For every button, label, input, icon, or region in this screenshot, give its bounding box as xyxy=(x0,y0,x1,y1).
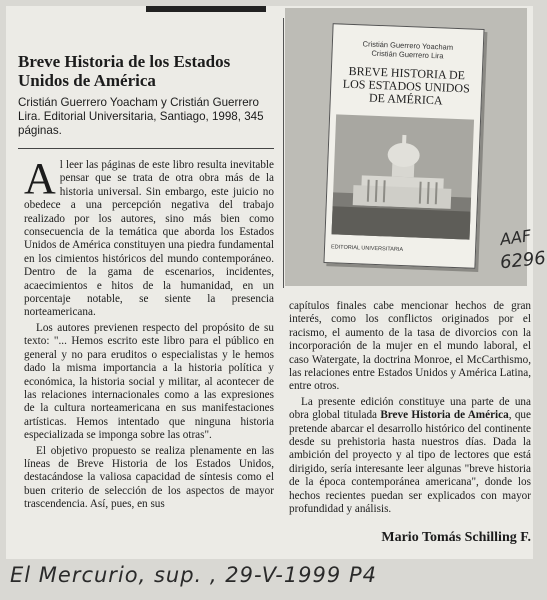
author-signature: Mario Tomás Schilling F. xyxy=(381,530,531,545)
handwritten-archive-code: AAF xyxy=(498,225,533,250)
book-citation: Cristián Guerrero Yoacham y Cristián Guerrero Lira. Editorial Universitaria, Santiago, 1998, 345 páginas. xyxy=(18,96,264,137)
handwritten-archive-number: 6296 xyxy=(499,247,547,274)
article-left-column xyxy=(24,154,274,514)
book-cover-publisher: EDITORIAL UNIVERSITARIA xyxy=(330,244,404,254)
book-cover-image xyxy=(323,23,484,269)
column-divider xyxy=(283,18,284,288)
article-paragraph: capítulos finales cabe mencionar hechos de gran interés, como los conflictos originados por el racismo, el aumento de la tasa de divorcios con la incorporación de la mujer en el mundo laboral, el caso Watergate, la doctrina Monroe, el McCarthismo, las relaciones entre Estados Unidos y América Latina, entre otros. xyxy=(289,300,531,393)
article-paragraph: Al leer las páginas de este libro resulta inevitable pensar que se trata de otra obra más de la historia universal. Sin embargo, este juicio no obedece a una percepción negativa del trabajo realizado por los autores, sino más bien como consecuencia de la temática que aborda los Estados Unidos de América constituyen una piedra fundamental en los cimientos históricos del mundo contemporáneo. Dentro de la gama de escenarios, incidentes, acaecimientos e hitos de la humanidad, en un porcentaje notable, se siente la presencia norteamericana. xyxy=(24,154,274,319)
top-rule xyxy=(146,6,266,12)
article-paragraph: El objetivo propuesto se realiza plenamente en las líneas de Breve Historia de los Estados Unidos, destacándose la valiosa capacidad de síntesis como el buen criterio de selección de los aspectos de mayor trascendencia. Así, pues, en sus xyxy=(24,444,274,511)
article-paragraph: La presente edición constituye una parte de una obra global titulada Breve Historia de América, que pretende abarcar el desarrollo histórico del continente desde su prehistoria hasta nuestros días. Dada la ambición del proyecto y al tipo de lectores que está dirigido, sería interesante leer algunas "breve historia de la época contemporánea americana", donde los hechos recientes puedan ser explicados con mayor profundidad y análisis. xyxy=(289,395,531,516)
book-cover-authors: Cristián Guerrero Yoacham Cristián Guerrero Lira xyxy=(362,39,454,61)
article-paragraph: Los autores previenen respecto del propósito de su texto: "... Hemos escrito este libro para el público en general y no para eruditos o especialistas y le hemos dado la misma importancia a la historia política y económica, la historia social y militar, al acontecer de las relaciones internacionales como a las expresiones de la cultura norteamericana en sus manifestaciones artísticas. Hemos intentado que ninguna historia especializada se imponga sobre las otras". xyxy=(24,321,274,442)
title-rule xyxy=(18,148,274,149)
article-right-column xyxy=(289,300,531,519)
drop-cap: A xyxy=(24,154,56,203)
article-title: Breve Historia de los Estados Unidos de América xyxy=(18,52,231,90)
handwritten-source-note: El Mercurio, sup. , 29-V-1999 P4 xyxy=(10,563,377,587)
book-cover-title: BREVE HISTORIA DE LOS ESTADOS UNIDOS DE AMÉRICA xyxy=(342,63,471,108)
capitol-illustration xyxy=(332,114,475,239)
book-series-title: Breve Historia de América xyxy=(380,409,509,422)
